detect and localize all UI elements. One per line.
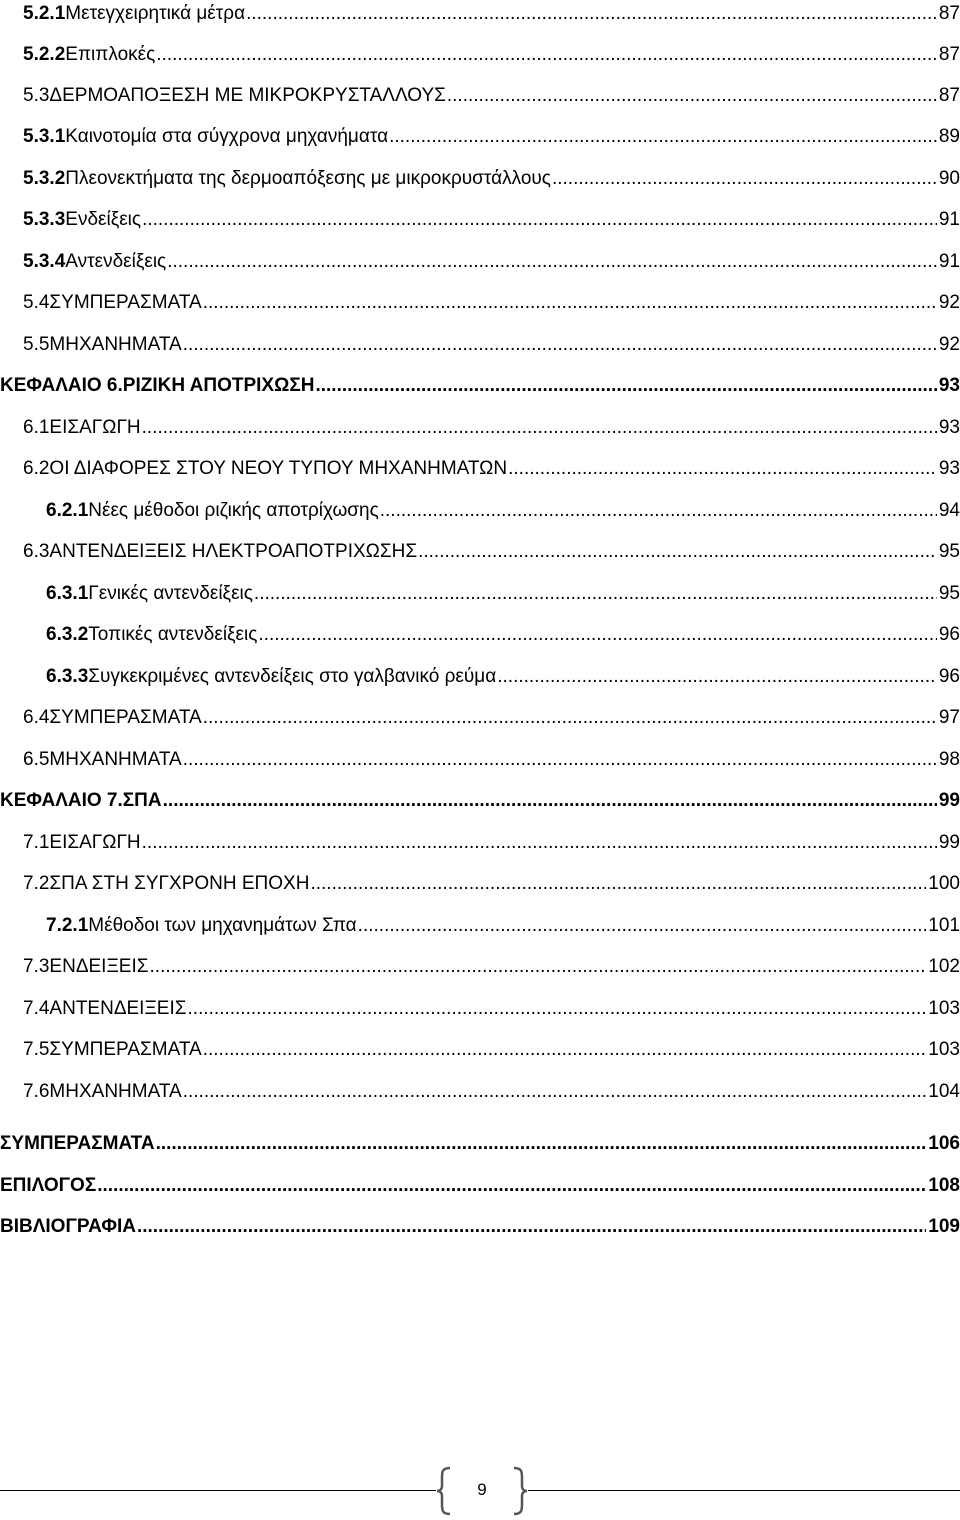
toc-number: 7.6 [23, 1081, 50, 1102]
toc-title: Καινοτομία στα σύγχρονα μηχανήματα [65, 126, 389, 147]
toc-number: 6.1 [23, 417, 50, 438]
toc-number: 7.2.1 [46, 915, 89, 936]
toc-page: 93 [938, 417, 960, 438]
dot-leader [358, 914, 927, 938]
toc-number: 6.3.1 [46, 583, 89, 604]
toc-title: Μέθοδοι των μηχανημάτων Σπα [88, 915, 357, 936]
dot-leader [254, 582, 937, 606]
dot-leader [142, 208, 937, 232]
toc-entry[interactable] [23, 208, 960, 232]
page-number-box [436, 1466, 528, 1516]
dot-leader [310, 872, 926, 896]
toc-title: ΡΙΖΙΚΗ ΑΠΟΤΡΙΧΩΣΗ [122, 375, 315, 396]
toc-page: 96 [938, 624, 960, 645]
toc-number: 6.4 [23, 707, 50, 728]
toc-page: 87 [938, 44, 960, 65]
toc-number: 7.3 [23, 956, 50, 977]
toc-number: 5.3 [23, 85, 50, 106]
toc-number: 5.3.3 [23, 209, 66, 230]
toc-page: 99 [938, 790, 960, 811]
dot-leader [246, 2, 937, 26]
toc-entry[interactable] [23, 43, 960, 67]
toc-page: 93 [938, 375, 960, 396]
dot-leader [137, 1215, 926, 1239]
toc-page: 91 [938, 209, 960, 230]
toc-page: 101 [928, 915, 960, 936]
toc-chapter[interactable] [0, 1215, 960, 1239]
toc-page: 109 [928, 1216, 960, 1237]
toc-page: 103 [928, 998, 960, 1019]
toc-entry[interactable] [23, 416, 960, 440]
toc-chapter[interactable] [0, 1174, 960, 1198]
dot-leader [389, 125, 937, 149]
toc-number: 6.3 [23, 541, 50, 562]
toc-title: Αντενδείξεις [65, 251, 167, 272]
toc-number: 5.2.2 [23, 44, 66, 65]
toc-number: 7.5 [23, 1039, 50, 1060]
toc-title: ΜΗΧΑΝΗΜΑΤΑ [49, 334, 182, 355]
toc-number: 5.2.1 [23, 3, 66, 24]
toc-page: 94 [938, 500, 960, 521]
dot-leader [150, 955, 927, 979]
toc-entry[interactable] [23, 1038, 960, 1062]
toc-entry[interactable] [23, 333, 960, 357]
toc-number: 7.1 [23, 832, 50, 853]
dot-leader [203, 1038, 927, 1062]
dot-leader [508, 457, 937, 481]
toc-number: ΣΥΜΠΕΡΑΣΜΑΤΑ [0, 1133, 155, 1154]
toc-chapter[interactable] [0, 789, 960, 813]
toc-entry[interactable] [23, 291, 960, 315]
toc-chapter[interactable] [0, 1132, 960, 1156]
toc-number: 6.5 [23, 749, 50, 770]
toc-title: ΜΗΧΑΝΗΜΑΤΑ [49, 1081, 182, 1102]
toc-page: 95 [938, 541, 960, 562]
toc-page: 96 [938, 666, 960, 687]
toc-entry[interactable] [46, 914, 960, 938]
toc-entry[interactable] [23, 872, 960, 896]
toc-number: ΕΠΙΛΟΓΟΣ [0, 1175, 97, 1196]
toc-title: ΟΙ ΔΙΑΦΟΡΕΣ ΣΤΟΥ ΝΕΟΥ ΤΥΠΟΥ ΜΗΧΑΝΗΜΑΤΩΝ [49, 458, 508, 479]
toc-number: 6.3.3 [46, 666, 89, 687]
dot-leader [183, 748, 937, 772]
toc-title: ΣΠΑ ΣΤΗ ΣΥΓΧΡΟΝΗ ΕΠΟΧΗ [49, 873, 310, 894]
toc-number: ΚΕΦΑΛΑΙΟ 7. [0, 790, 123, 811]
dot-leader [163, 789, 937, 813]
toc-title: Τοπικές αντενδείξεις [88, 624, 258, 645]
dot-leader [183, 333, 937, 357]
toc-page: 103 [928, 1039, 960, 1060]
toc-number: 6.3.2 [46, 624, 89, 645]
toc-number: 5.3.4 [23, 251, 66, 272]
toc-number: 7.4 [23, 998, 50, 1019]
toc-title: ΕΙΣΑΓΩΓΗ [49, 832, 141, 853]
dot-leader [497, 665, 937, 689]
toc-entry[interactable] [23, 2, 960, 26]
toc-page: 87 [938, 85, 960, 106]
dot-leader [203, 291, 937, 315]
toc-title: ΣΥΜΠΕΡΑΣΜΑΤΑ [49, 707, 202, 728]
dot-leader [156, 1132, 927, 1156]
toc-title: ΑΝΤΕΝΔΕΙΞΕΙΣ ΗΛΕΚΤΡΟΑΠΟΤΡΙΧΩΣΗΣ [49, 541, 418, 562]
toc-number: ΚΕΦΑΛΑΙΟ 6. [0, 375, 123, 396]
toc-page: 104 [928, 1081, 960, 1102]
toc-entry[interactable] [23, 748, 960, 772]
toc-entry[interactable] [23, 1080, 960, 1104]
toc-entry[interactable] [23, 84, 960, 108]
toc-entry[interactable] [46, 582, 960, 606]
toc-title: ΣΥΜΠΕΡΑΣΜΑΤΑ [49, 292, 202, 313]
toc-page: 106 [928, 1133, 960, 1154]
toc-title: Γενικές αντενδείξεις [88, 583, 253, 604]
toc-page: 90 [938, 168, 960, 189]
toc-title: Επιπλοκές [65, 44, 156, 65]
toc-entry[interactable] [23, 540, 960, 564]
toc-title: ΣΥΜΠΕΡΑΣΜΑΤΑ [49, 1039, 202, 1060]
toc-page: 98 [938, 749, 960, 770]
dot-leader [380, 499, 937, 523]
toc-title: ΕΙΣΑΓΩΓΗ [49, 417, 141, 438]
toc-page: 100 [928, 873, 960, 894]
page-number: 9 [477, 1480, 487, 1499]
toc-entry[interactable] [23, 831, 960, 855]
dot-leader [156, 43, 937, 67]
toc-page: 87 [938, 3, 960, 24]
toc-number: 5.3.2 [23, 168, 66, 189]
toc-entry[interactable] [23, 997, 960, 1021]
dot-leader [418, 540, 937, 564]
toc-number: 7.2 [23, 873, 50, 894]
toc-entry[interactable] [46, 499, 960, 523]
toc-title: Νέες μέθοδοι ριζικής αποτρίχωσης [88, 500, 379, 521]
toc-page: 102 [928, 956, 960, 977]
toc-entry[interactable] [23, 457, 960, 481]
toc-page: 95 [938, 583, 960, 604]
toc-page: 108 [928, 1175, 960, 1196]
toc-entry[interactable] [23, 250, 960, 274]
dot-leader [315, 374, 936, 398]
dot-leader [142, 416, 937, 440]
toc-page: 97 [938, 707, 960, 728]
toc-number: 6.2 [23, 458, 50, 479]
toc-number: 5.3.1 [23, 126, 66, 147]
toc-number: ΒΙΒΛΙΟΓΡΑΦΙΑ [0, 1216, 136, 1237]
dot-leader [142, 831, 937, 855]
toc-title: ΜΗΧΑΝΗΜΑΤΑ [49, 749, 182, 770]
toc-number: 5.5 [23, 334, 50, 355]
toc-title: ΔΕΡΜΟΑΠΟΞΕΣΗ ΜΕ ΜΙΚΡΟΚΡΥΣΤΑΛΛΟΥΣ [49, 85, 446, 106]
toc-entry[interactable] [23, 167, 960, 191]
toc-page: 99 [938, 832, 960, 853]
dot-leader [167, 250, 937, 274]
toc-entry[interactable] [46, 665, 960, 689]
toc-title: Πλεονεκτήματα της δερμοαπόξεσης με μικροκρυστάλλους [65, 168, 551, 189]
toc-title: Συγκεκριμένες αντενδείξεις στο γαλβανικό ρεύμα [88, 666, 497, 687]
toc-number: 6.2.1 [46, 500, 89, 521]
toc-title: ΣΠΑ [122, 790, 162, 811]
toc-page: 92 [938, 292, 960, 313]
toc-number: 5.4 [23, 292, 50, 313]
dot-leader [188, 997, 927, 1021]
footer-rule-right [528, 1490, 960, 1491]
toc-entry[interactable] [46, 623, 960, 647]
dot-leader [258, 623, 936, 647]
toc-page: 93 [938, 458, 960, 479]
dot-leader [97, 1174, 926, 1198]
toc-title: Μετεγχειρητικά μέτρα [65, 3, 246, 24]
dot-leader [203, 706, 937, 730]
toc-page: 91 [938, 251, 960, 272]
toc-chapter[interactable] [0, 374, 960, 398]
toc-title: Ενδείξεις [65, 209, 142, 230]
dot-leader [552, 167, 937, 191]
footer-rule-left [0, 1490, 436, 1491]
toc-title: ΑΝΤΕΝΔΕΙΞΕΙΣ [49, 998, 187, 1019]
toc-entry[interactable] [23, 125, 960, 149]
toc-page: 89 [938, 126, 960, 147]
toc-entry[interactable] [23, 706, 960, 730]
dot-leader [183, 1080, 927, 1104]
toc-page: 92 [938, 334, 960, 355]
toc-title: ΕΝΔΕΙΞΕΙΣ [49, 956, 149, 977]
toc-entry[interactable] [23, 955, 960, 979]
dot-leader [447, 84, 937, 108]
